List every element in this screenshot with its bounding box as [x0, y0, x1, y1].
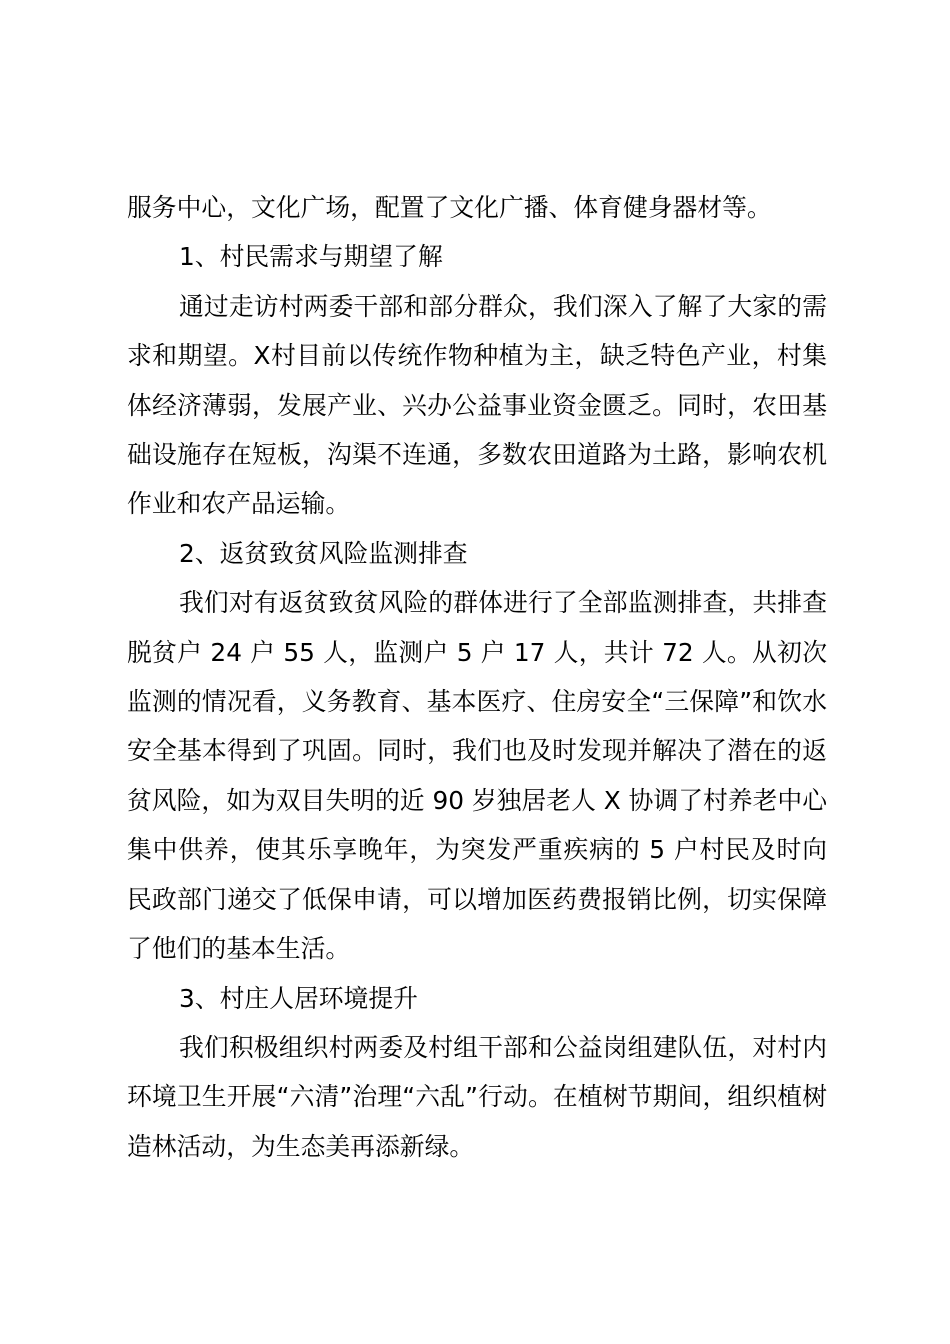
section-heading-2: 2、返贫致贫风险监测排查	[179, 538, 468, 568]
paragraph: 通过走访村两委干部和部分群众，我们深入了解了大家的需求和期望。X村目前以传统作物种植为主，缺乏特色产业，村集体经济薄弱，发展产业、兴办公益事业资金匮乏。同时，农田基础设施存在短板，沟渠不连通，多数农田道路为土路，影响农机作业和农产品运输。	[127, 291, 827, 519]
section-heading-3: 3、村庄人居环境提升	[179, 983, 418, 1013]
section-heading-1: 1、村民需求与期望了解	[179, 242, 443, 272]
paragraph: 我们积极组织村两委及村组干部和公益岗组建队伍，对村内环境卫生开展“六清”治理“六乱”行动。在植树节期间，组织植树造林活动，为生态美再添新绿。	[127, 1032, 827, 1161]
paragraph: 我们对有返贫致贫风险的群体进行了全部监测排查，共排查脱贫户 24 户 55 人，监测户 5 户 17 人，共计 72 人。从初次监测的情况看，义务教育、基本医疗、住房安全“三保障”和饮水安全基本得到了巩固。同时，我们也及时发现并解决了潜在的返贫风险，如为双目失明的近 90 岁独居老人 X 协调了村养老中心集中供养，使其乐享晚年，为突发严重疾病的 5 户村民及时向民政部门递交了低保申请，可以增加医药费报销比例，切实保障了他们的基本生活。	[127, 588, 827, 964]
document-body	[127, 183, 827, 1171]
paragraph-continued: 服务中心，文化广场，配置了文化广播、体育健身器材等。	[127, 193, 772, 222]
